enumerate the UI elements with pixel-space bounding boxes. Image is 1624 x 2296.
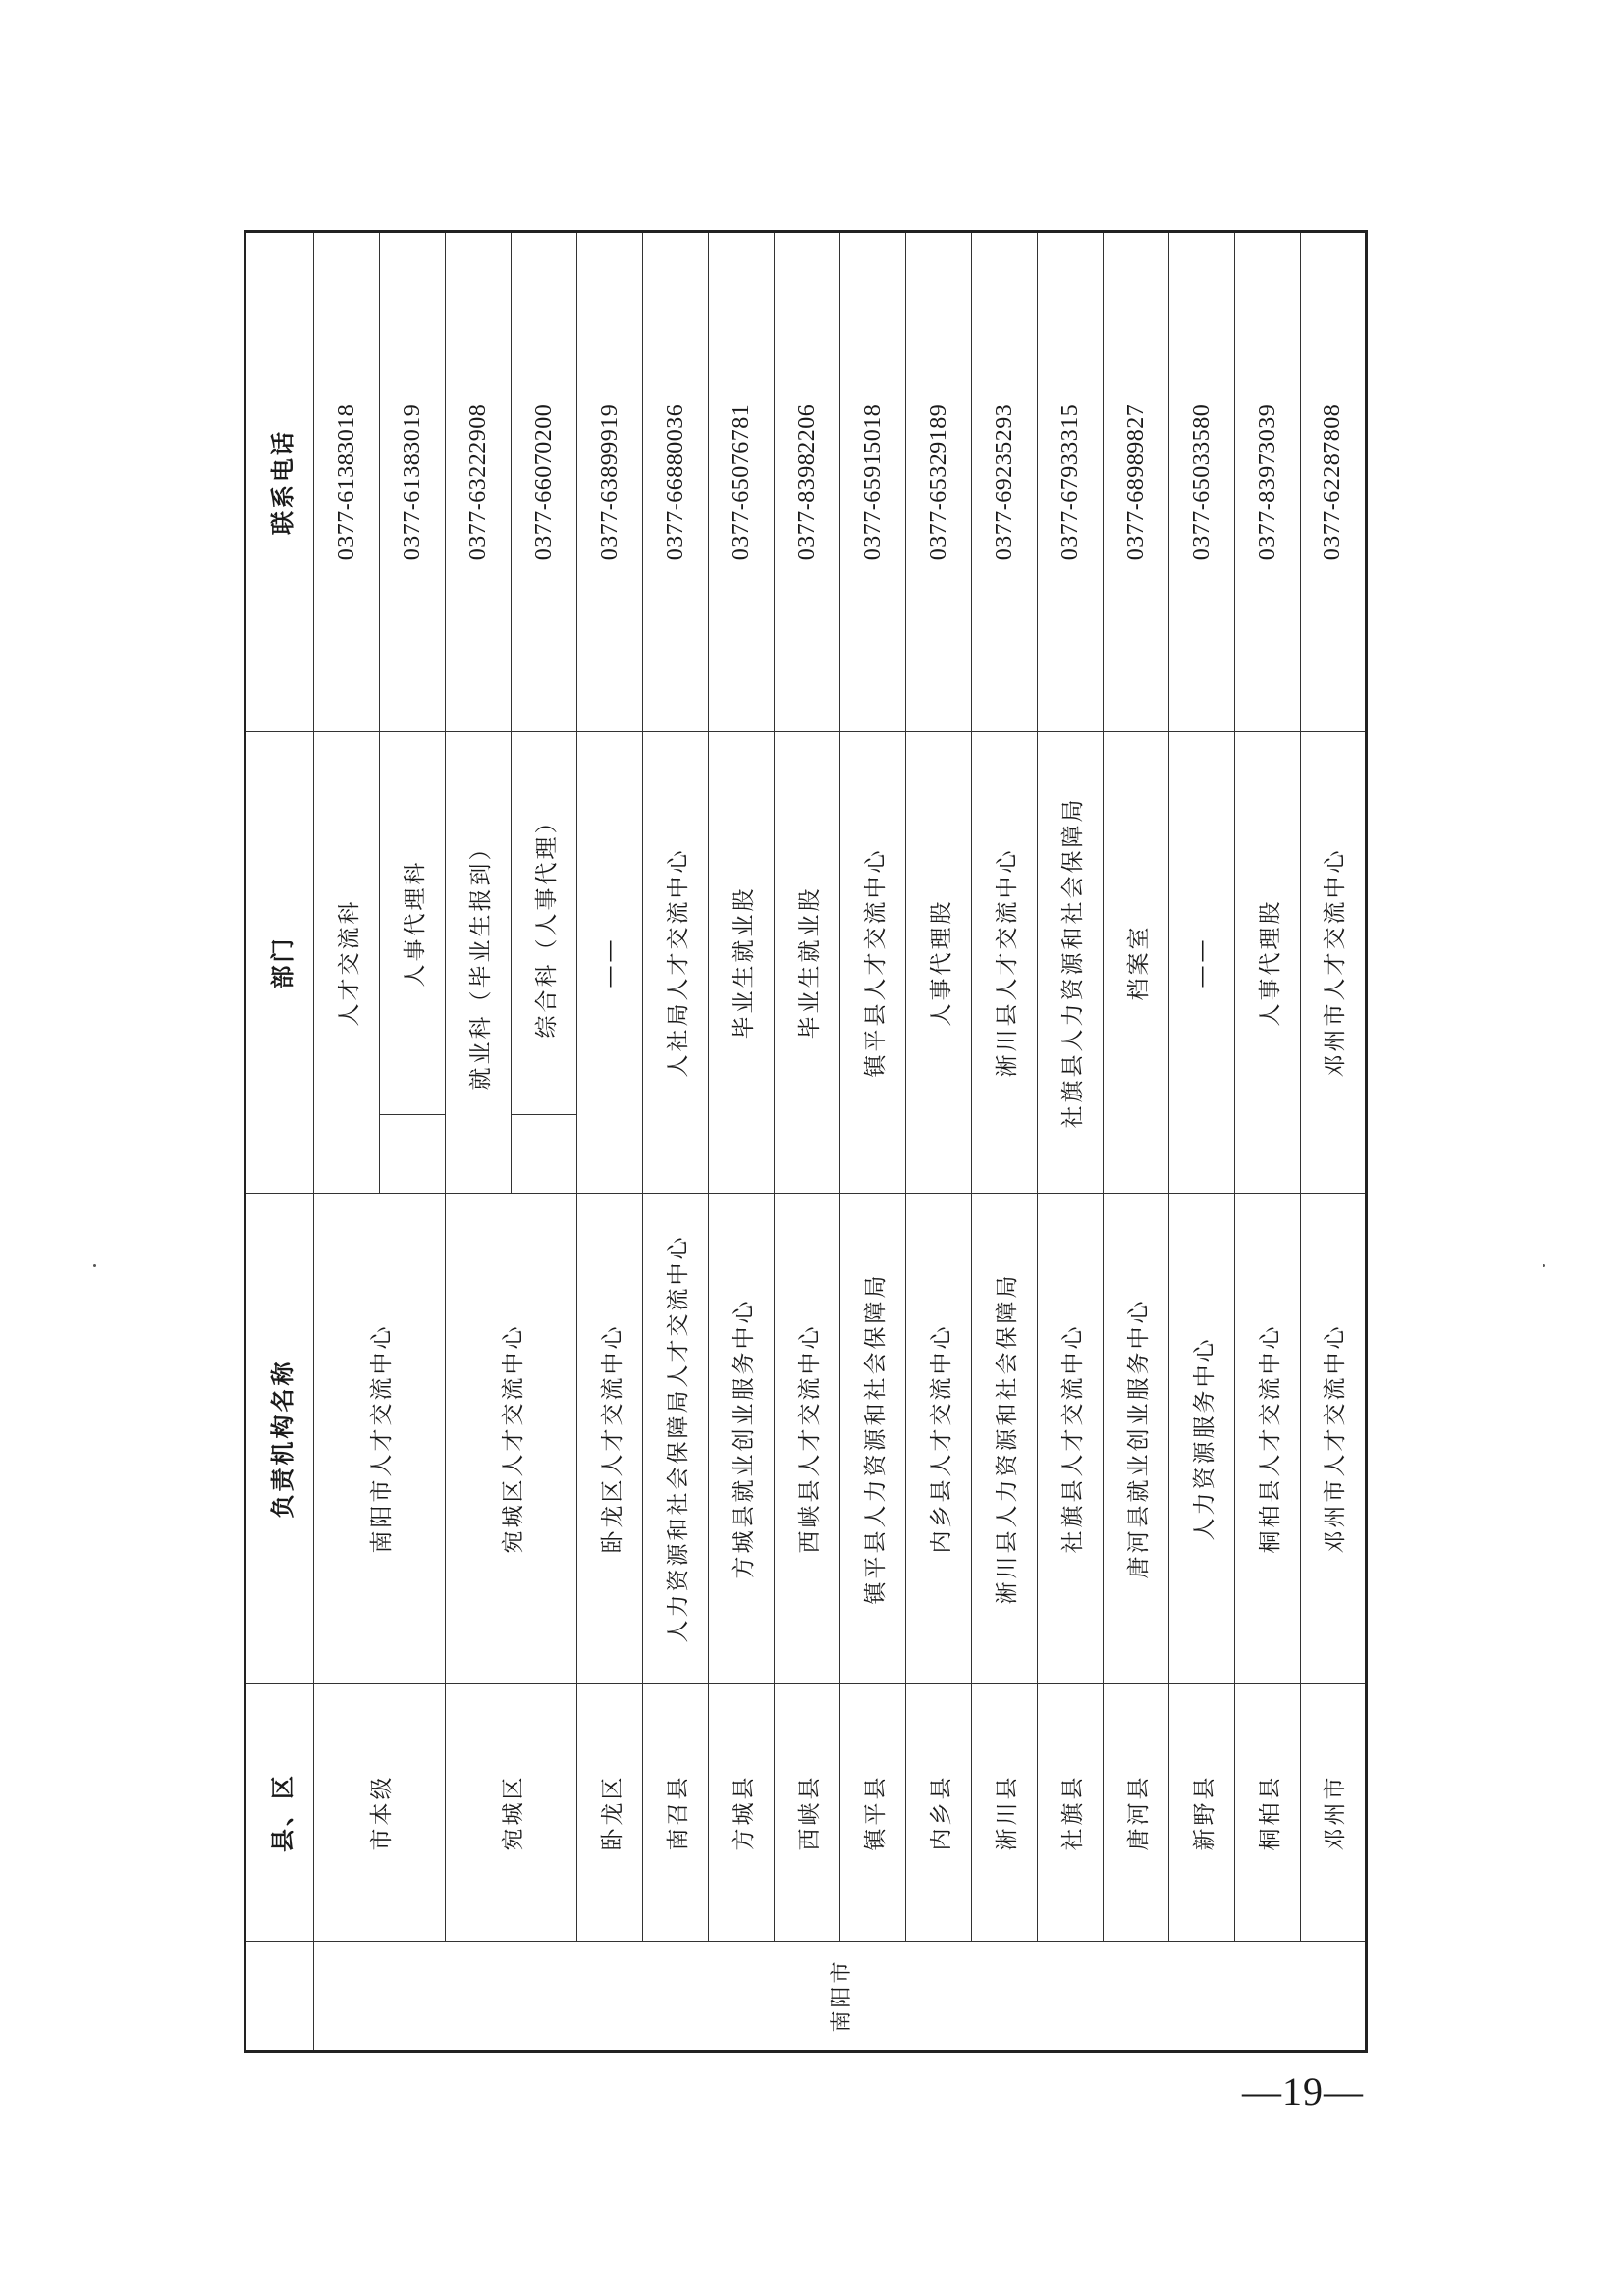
county-cell: 邓州市: [1301, 1684, 1367, 1942]
phone-cell: 0377-66880036: [643, 232, 709, 732]
county-cell: 内乡县: [906, 1684, 972, 1942]
org-cell: 人力资源和社会保障局人才交流中心: [643, 1194, 709, 1684]
org-cell: 社旗县人才交流中心: [1038, 1194, 1104, 1684]
county-cell: 宛城区: [446, 1684, 577, 1942]
phone-cell: 0377-65329189: [906, 232, 972, 732]
county-cell: 西峡县: [775, 1684, 840, 1942]
header-org: 负责机构名称: [245, 1194, 314, 1684]
county-cell: 社旗县: [1038, 1684, 1104, 1942]
dept-cell: 社旗县人力资源和社会保障局: [1038, 732, 1104, 1194]
dept-cell: 人事代理科: [380, 732, 446, 1115]
county-cell: 方城县: [709, 1684, 775, 1942]
dept-cell: 毕业生就业股: [709, 732, 775, 1194]
org-cell: 南阳市人才交流中心: [314, 1194, 446, 1684]
org-cell: 方城县就业创业服务中心: [709, 1194, 775, 1684]
header-dept: 部门: [245, 732, 314, 1194]
contact-table: [244, 230, 1368, 2053]
dept-cell: ——: [577, 732, 643, 1194]
county-cell: 卧龙区: [577, 1684, 643, 1942]
county-cell: 镇平县: [840, 1684, 906, 1942]
phone-cell: 0377-67933315: [1038, 232, 1104, 732]
phone-cell: 0377-63899919: [577, 232, 643, 732]
dept-cell: ——: [1169, 732, 1235, 1194]
phone-cell: 0377-61383019: [380, 232, 446, 732]
phone-cell: 0377-83973039: [1235, 232, 1301, 732]
table-row: [1104, 232, 1169, 2052]
phone-cell: 0377-61383018: [314, 232, 380, 732]
city-cell: 南阳市: [314, 1942, 1367, 2052]
table-row: [1235, 232, 1301, 2052]
phone-cell: 0377-65033580: [1169, 232, 1235, 732]
table-row: [1169, 232, 1235, 2052]
table-row: [840, 232, 906, 2052]
county-cell: 南召县: [643, 1684, 709, 1942]
org-cell: 卧龙区人才交流中心: [577, 1194, 643, 1684]
dept-spacer: [512, 1115, 577, 1194]
dept-cell: 档案室: [1104, 732, 1169, 1194]
table-row: [906, 232, 972, 2052]
county-cell: 市本级: [314, 1684, 446, 1942]
table-row: [775, 232, 840, 2052]
table-row: [1301, 232, 1367, 2052]
table-row: [1038, 232, 1104, 2052]
dept-cell: 毕业生就业股: [775, 732, 840, 1194]
org-cell: 邓州市人才交流中心: [1301, 1194, 1367, 1684]
header-phone: 联系电话: [245, 232, 314, 732]
table-header-row: [245, 232, 314, 2052]
page-number: —19—: [1242, 2069, 1364, 2113]
phone-cell: 0377-68989827: [1104, 232, 1169, 732]
dept-cell: 人事代理股: [906, 732, 972, 1194]
phone-cell: 0377-63222908: [446, 232, 512, 732]
contact-table-rotated: [244, 233, 1365, 2053]
org-cell: 淅川县人力资源和社会保障局: [972, 1194, 1038, 1684]
dept-cell: 镇平县人才交流中心: [840, 732, 906, 1194]
table-row: [314, 232, 380, 2052]
dept-cell: 淅川县人才交流中心: [972, 732, 1038, 1194]
header-city: [245, 1942, 314, 2052]
county-cell: 新野县: [1169, 1684, 1235, 1942]
phone-cell: 0377-62287808: [1301, 232, 1367, 732]
phone-cell: 0377-83982206: [775, 232, 840, 732]
org-cell: 内乡县人才交流中心: [906, 1194, 972, 1684]
table-row: [446, 232, 512, 2052]
phone-cell: 0377-66070200: [512, 232, 577, 732]
header-county: 县、区: [245, 1684, 314, 1942]
dept-cell: 综合科（人事代理）: [512, 732, 577, 1115]
dept-cell: 人事代理股: [1235, 732, 1301, 1194]
dept-cell: 就业科（毕业生报到）: [446, 732, 512, 1194]
dept-cell: 人社局人才交流中心: [643, 732, 709, 1194]
dept-spacer: [380, 1115, 446, 1194]
table-row: [577, 232, 643, 2052]
scan-speck: [93, 1264, 96, 1267]
table-row: [972, 232, 1038, 2052]
org-cell: 人力资源服务中心: [1169, 1194, 1235, 1684]
table-row: [643, 232, 709, 2052]
dept-cell: 邓州市人才交流中心: [1301, 732, 1367, 1194]
phone-cell: 0377-65076781: [709, 232, 775, 732]
phone-cell: 0377-65915018: [840, 232, 906, 732]
org-cell: 桐柏县人才交流中心: [1235, 1194, 1301, 1684]
dept-cell: 人才交流科: [314, 732, 380, 1194]
org-cell: 西峡县人才交流中心: [775, 1194, 840, 1684]
table-row: [709, 232, 775, 2052]
scan-speck: [1543, 1264, 1545, 1267]
phone-cell: 0377-69235293: [972, 232, 1038, 732]
org-cell: 唐河县就业创业服务中心: [1104, 1194, 1169, 1684]
county-cell: 淅川县: [972, 1684, 1038, 1942]
county-cell: 桐柏县: [1235, 1684, 1301, 1942]
county-cell: 唐河县: [1104, 1684, 1169, 1942]
org-cell: 宛城区人才交流中心: [446, 1194, 577, 1684]
org-cell: 镇平县人力资源和社会保障局: [840, 1194, 906, 1684]
